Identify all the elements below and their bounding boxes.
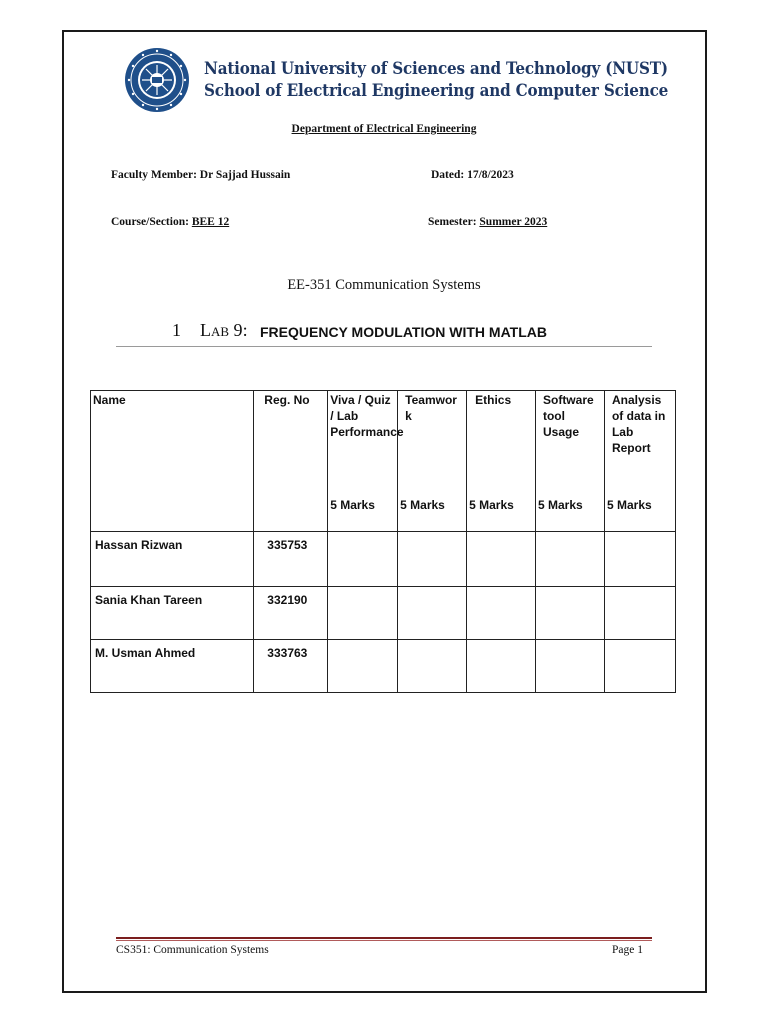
student-name: Sania Khan Tareen [91, 587, 254, 640]
course-title: EE-351 Communication Systems [287, 277, 481, 293]
score-cell[interactable] [398, 532, 467, 587]
course-label: Course/Section: [111, 216, 192, 228]
course-section [111, 216, 229, 228]
department-title: Department of Electrical Engineering [291, 123, 477, 135]
student-name: M. Usman Ahmed [91, 640, 254, 693]
score-cell[interactable] [328, 532, 398, 587]
dated-value: 17/8/2023 [467, 169, 514, 181]
lab-colon: : [242, 320, 248, 340]
score-cell[interactable] [398, 640, 467, 693]
semester-value: Summer 2023 [479, 216, 548, 228]
header-software-marks: 5 Marks [537, 498, 583, 512]
score-cell[interactable] [535, 587, 604, 640]
semester [428, 216, 547, 228]
header-viva [328, 391, 404, 532]
header-analysis [604, 391, 675, 532]
score-cell[interactable] [535, 640, 604, 693]
faculty-label: Faculty Member: [111, 169, 200, 181]
header-viva-marks: 5 Marks [330, 498, 375, 512]
score-cell[interactable] [328, 640, 398, 693]
score-cell[interactable] [467, 587, 536, 640]
dated-label: Dated: [431, 169, 468, 181]
student-reg-no: 335753 [254, 532, 328, 587]
table-row [91, 532, 676, 587]
score-cell[interactable] [467, 532, 536, 587]
heading-number: 1 [172, 320, 181, 340]
lab-heading [116, 320, 652, 347]
header-teamwork-marks: 5 Marks [400, 498, 445, 512]
marks-table [90, 390, 676, 693]
footer-page-number: Page 1 [612, 944, 643, 956]
score-cell[interactable] [535, 532, 604, 587]
school-name: School of Electrical Engineering and Computer Science [204, 81, 669, 100]
score-cell[interactable] [604, 587, 675, 640]
nust-logo-icon [124, 44, 190, 116]
lab-label [200, 320, 248, 341]
footer-rule [116, 937, 652, 941]
document-header [124, 44, 684, 118]
score-cell[interactable] [604, 640, 675, 693]
header-teamwork-label: Teamwork [405, 393, 457, 423]
header-ethics-marks: 5 Marks [469, 498, 514, 512]
score-cell[interactable] [604, 532, 675, 587]
score-cell[interactable] [398, 587, 467, 640]
header-name: Name [91, 391, 254, 532]
score-cell[interactable] [467, 640, 536, 693]
header-analysis-marks: 5 Marks [606, 498, 652, 512]
course-value: BEE 12 [191, 216, 230, 228]
student-name: Hassan Rizwan [91, 532, 254, 587]
student-reg-no: 332190 [254, 587, 328, 640]
university-name: National University of Sciences and Technology (NUST) [204, 59, 668, 78]
table-row [91, 640, 676, 693]
score-cell[interactable] [328, 587, 398, 640]
lab-label-text: Lab 9 [200, 320, 243, 340]
semester-label: Semester: [428, 216, 480, 228]
faculty-value: Dr Sajjad Hussain [199, 169, 291, 181]
dated [431, 169, 514, 181]
header-ethics [467, 391, 536, 532]
faculty-member [111, 169, 290, 181]
header-ethics-label: Ethics [475, 393, 512, 407]
student-reg-no: 333763 [254, 640, 328, 693]
header-analysis-label: Analysis of data in Lab Report [611, 393, 666, 455]
header-viva-label: Viva / Quiz / Lab Performance [330, 393, 404, 439]
table-row [91, 587, 676, 640]
footer-course: CS351: Communication Systems [116, 944, 269, 956]
table-header-row [91, 391, 676, 532]
header-reg-no: Reg. No [254, 391, 328, 532]
header-software [535, 391, 604, 532]
lab-title: FREQUENCY MODULATION WITH MATLAB [260, 324, 547, 340]
header-teamwork [398, 391, 467, 532]
header-software-label: Software tool Usage [542, 393, 594, 439]
